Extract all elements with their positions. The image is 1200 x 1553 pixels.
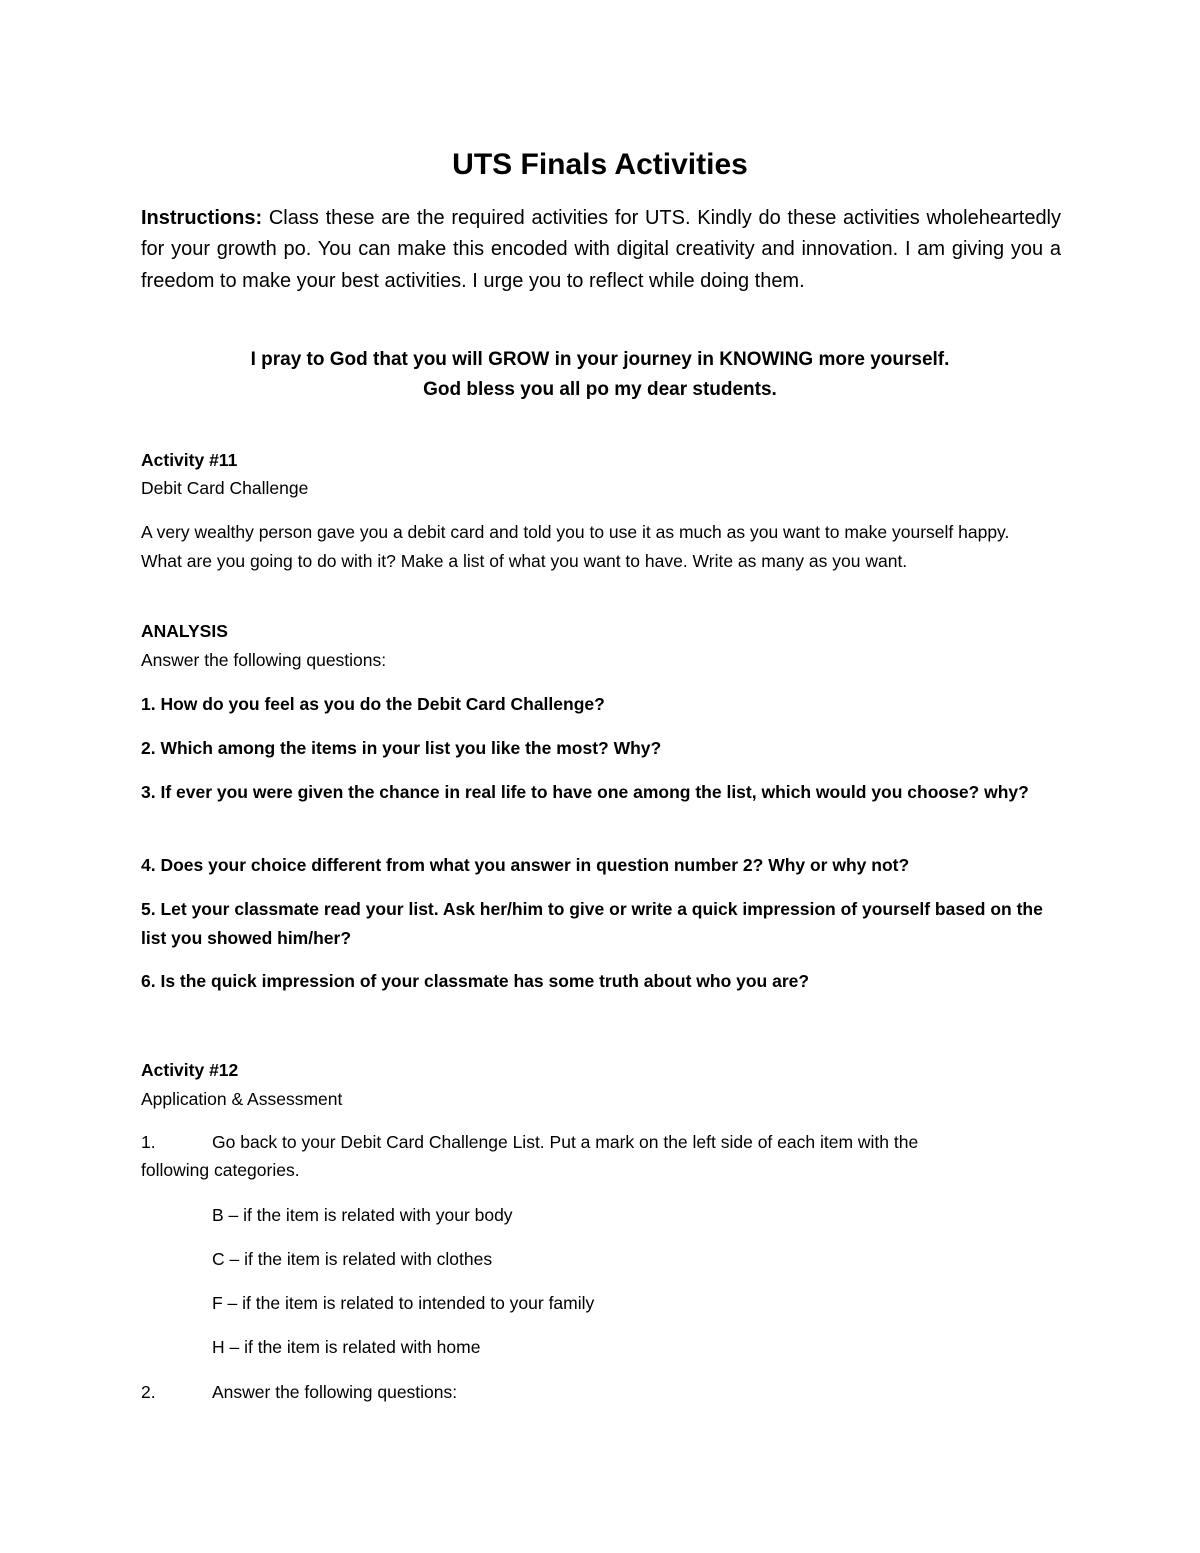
category-clothes: C – if the item is related with clothes [212, 1249, 493, 1269]
activity-11-heading: Activity #11 [141, 450, 238, 470]
category-family: F – if the item is related to intended to your family [212, 1293, 595, 1313]
category-body: B – if the item is related with your body [212, 1205, 513, 1225]
step-2-text: Answer the following questions: [212, 1382, 458, 1402]
prayer-block [0, 345, 1200, 405]
instructions-label: Instructions: [141, 207, 263, 229]
prayer-line-1: I pray to God that you will GROW in your journey in KNOWING more yourself. [250, 349, 950, 370]
activity-11-description: A very wealthy person gave you a debit card and told you to use it as much as you want to make yourself happy. What are you going to do with it? Make a list of what you want to have. Write as many as you want. [141, 522, 1010, 571]
step-1-number: 1. [141, 1132, 156, 1152]
question-4: 4. Does your choice different from what you answer in question number 2? Why or why not? [141, 855, 910, 875]
prayer-line-2: God bless you all po my dear students. [423, 379, 777, 400]
activity-12-heading: Activity #12 [141, 1060, 239, 1080]
step-2-number: 2. [141, 1382, 156, 1402]
question-2: 2. Which among the items in your list you like the most? Why? [141, 738, 662, 758]
step-1-text: Go back to your Debit Card Challenge List. Put a mark on the left side of each item with the [212, 1132, 919, 1152]
step-1-text-continued: following categories. [141, 1160, 300, 1180]
category-home: H – if the item is related with home [212, 1337, 481, 1357]
question-3: 3. If ever you were given the chance in real life to have one among the list, which would you choose? why? [141, 782, 1029, 802]
page-title: UTS Finals Activities [452, 148, 748, 181]
instructions-paragraph [141, 203, 1061, 297]
analysis-heading: ANALYSIS [141, 621, 228, 641]
activity-11-subtitle: Debit Card Challenge [141, 478, 309, 498]
question-1: 1. How do you feel as you do the Debit Card Challenge? [141, 694, 605, 714]
instructions-text: Class these are the required activities for UTS. Kindly do these activities wholeheartedly for your growth po. You can make this encoded with digital creativity and innovation. I am giving you a freedom to make your best activities. I urge you to reflect while doing them. [141, 207, 1062, 292]
analysis-intro: Answer the following questions: [141, 650, 387, 670]
activity-12-subtitle: Application & Assessment [141, 1089, 343, 1109]
question-6: 6. Is the quick impression of your classmate has some truth about who you are? [141, 971, 810, 991]
question-5: 5. Let your classmate read your list. Ask her/him to give or write a quick impression of yourself based on the list you showed him/her? [141, 899, 1043, 948]
